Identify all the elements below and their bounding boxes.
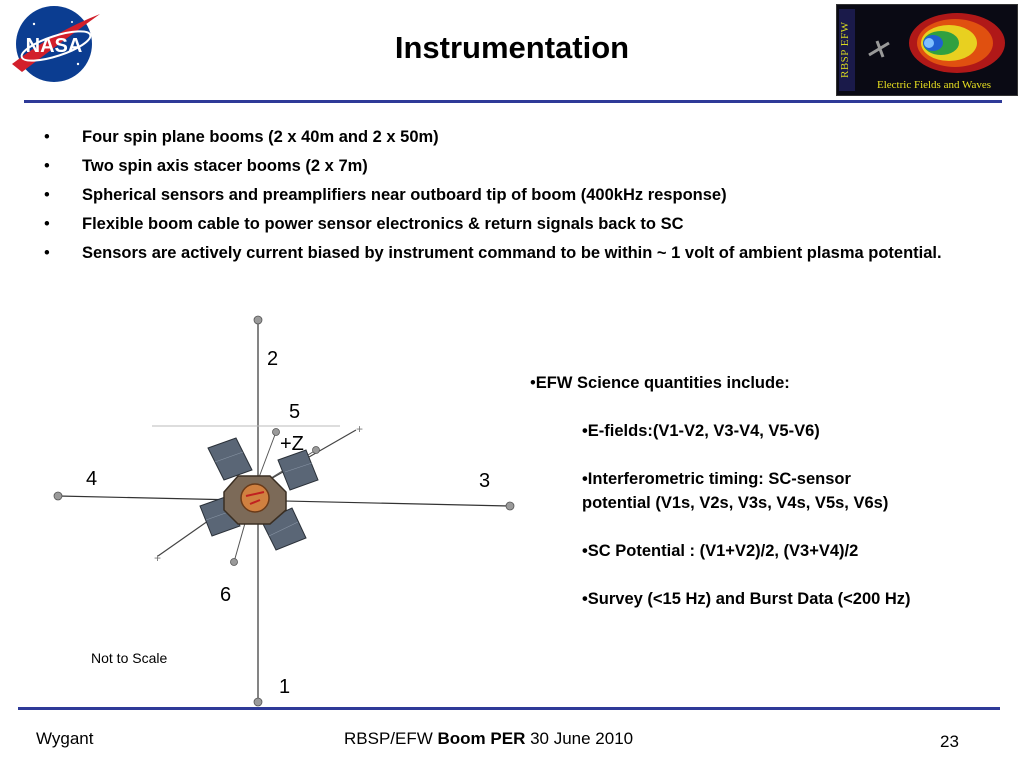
bullet-item: • Four spin plane booms (2 x 40m and 2 x 50m) bbox=[44, 128, 439, 146]
science-item: •Survey (<15 Hz) and Burst Data (<200 Hz) bbox=[582, 590, 911, 608]
science-item-continuation: potential (V1s, V2s, V3s, V4s, V5s, V6s) bbox=[582, 494, 889, 512]
science-item: •Interferometric timing: SC-sensor bbox=[582, 470, 851, 488]
svg-text:+: + bbox=[154, 551, 162, 565]
bullet-item: • Spherical sensors and preamplifiers near outboard tip of boom (400kHz response) bbox=[44, 186, 727, 204]
page-title: Instrumentation bbox=[394, 30, 630, 65]
bullet-item: • Flexible boom cable to power sensor electronics & return signals back to SC bbox=[44, 215, 684, 233]
science-item: •SC Potential : (V1+V2)/2, (V3+V4)/2 bbox=[582, 542, 859, 560]
efw-logo-vertical-text: RBSP EFW bbox=[839, 9, 855, 91]
axis-label-plus-z: +Z bbox=[280, 433, 304, 455]
footer-author: Wygant bbox=[36, 729, 94, 748]
boom-label-3: 3 bbox=[479, 470, 491, 492]
header-divider bbox=[24, 100, 1002, 103]
efw-logo bbox=[836, 4, 1018, 96]
svg-text:+: + bbox=[356, 422, 364, 436]
science-item: •E-fields:(V1-V2, V3-V4, V5-V6) bbox=[582, 422, 820, 440]
boom-label-5: 5 bbox=[289, 401, 301, 423]
boom-label-6: 6 bbox=[220, 584, 232, 606]
bullet-list bbox=[44, 126, 944, 271]
boom-label-1: 1 bbox=[279, 676, 291, 698]
boom-label-4: 4 bbox=[86, 468, 98, 490]
footer-center: RBSP/EFW Boom PER 30 June 2010 bbox=[344, 729, 634, 748]
boom-label-2: 2 bbox=[267, 348, 279, 370]
page-number: 23 bbox=[940, 732, 959, 751]
footer-divider bbox=[18, 707, 1000, 710]
not-to-scale-note: Not to Scale bbox=[91, 650, 168, 666]
bullet-item: • Sensors are actively current biased by instrument command to be within ~ 1 volt of ambient plasma potential. bbox=[44, 244, 942, 262]
nasa-logo-text: NASA bbox=[25, 35, 83, 57]
bullet-item: • Two spin axis stacer booms (2 x 7m) bbox=[44, 157, 368, 175]
science-heading: •EFW Science quantities include: bbox=[530, 374, 790, 392]
efw-logo-caption: Electric Fields and Waves bbox=[877, 79, 992, 91]
